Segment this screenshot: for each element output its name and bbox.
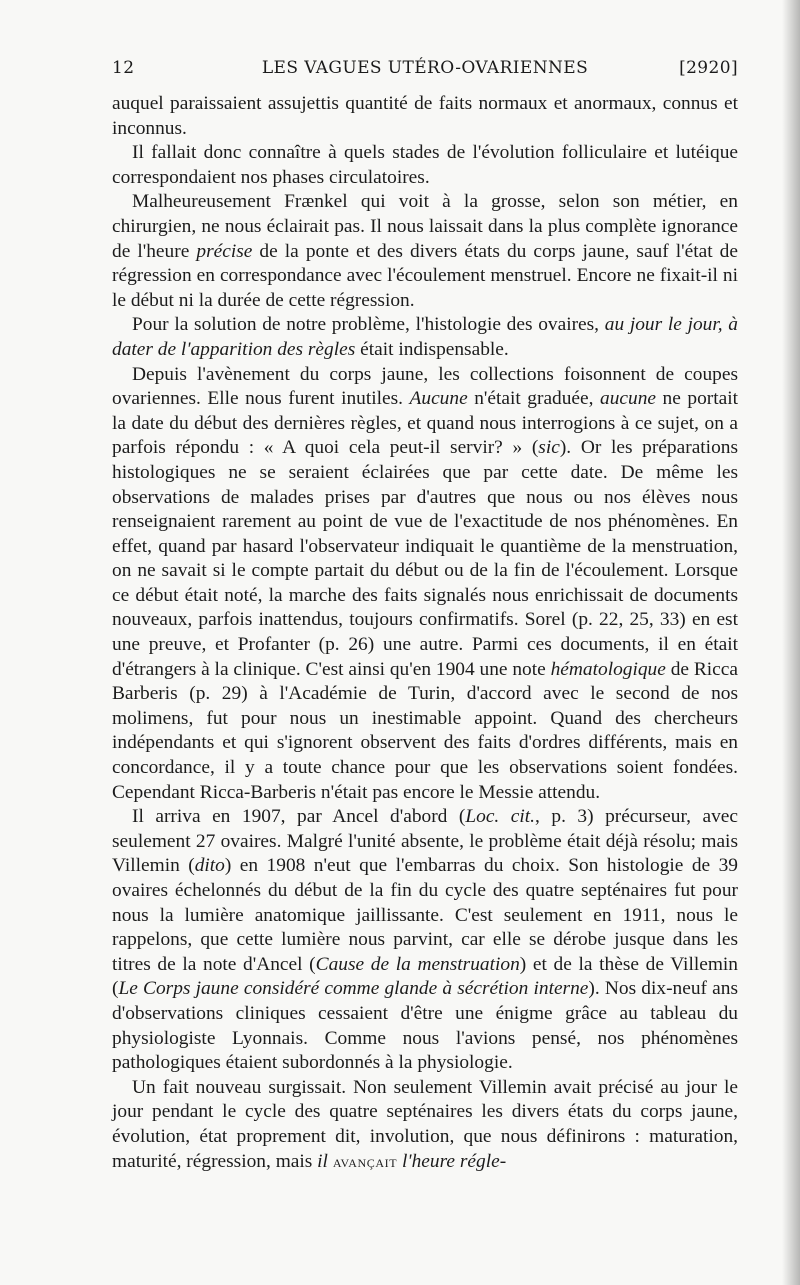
italic-text: Le Corps jaune considéré comme glande à sécrétion interne xyxy=(118,978,589,1000)
italic-text: Cause de la menstruation xyxy=(315,953,520,975)
body-text xyxy=(112,92,738,1174)
running-header xyxy=(112,58,738,86)
italic-text: l'heure régle- xyxy=(402,1150,507,1172)
italic-text: il xyxy=(317,1150,328,1172)
italic-text: au jour le jour, à dater de l'apparition des règles xyxy=(112,314,738,360)
section-reference: [2920] xyxy=(679,58,738,78)
paragraph: auquel paraissaient assujettis quantité de faits normaux et anormaux, connus et inconnus. xyxy=(112,93,738,139)
italic-text: dito xyxy=(194,855,225,877)
small-caps-text: avançait xyxy=(332,1151,398,1171)
italic-text: Aucune xyxy=(409,388,468,410)
page-gutter-shadow xyxy=(782,0,800,1285)
italic-text: précise xyxy=(196,240,253,262)
running-title: LES VAGUES UTÉRO-OVARIENNES xyxy=(261,58,589,78)
paragraph: Depuis l'avènement du corps jaune, les collections foisonnent de coupes ovariennes. Elle nous furent inutiles. Aucune n'était graduée, aucune ne portait la date du début des dernières règles, et quand nous interrogions à ce sujet, on a parfois répondu : « A quoi cela peut-il servir? » (sic). Or les préparations histologiques ne se seraient éclairées que par cette date. De même les observations de malades prises par d'autres que nous ou nos élèves nous renseignaient rarement au point de vue de l'exactitude de nos phénomènes. En effet, quand par hasard l'observateur indiquait le quantième de la menstruation, on ne savait si le compte partait du début ou de la fin de l'écoulement. Lorsque ce début était noté, la marche des faits signalés nous enrichissait de documents nouveaux, parfois inattendus, toujours confirmatifs. Sorel (p. 22, 25, 33) en est une preuve, et Profanter (p. 26) une autre. Parmi ces documents, il en était d'étrangers à la clinique. C'est ainsi qu'en 1904 une note hématologique de Ricca Barberis (p. 29) à l'Académie de Turin, d'accord avec le second de nos molimens, fut pour nous un inestimable appoint. Quand des chercheurs indépendants et qui s'ignorent observent des faits d'ordres différents, mais en concordance, il y a toute chance pour que les observations soient fondées. Cependant Ricca-Barberis n'était pas encore le Messie attendu. xyxy=(112,363,739,803)
italic-text: Loc. cit. xyxy=(465,806,536,828)
page-number: 12 xyxy=(112,58,135,78)
paragraph: Il arriva en 1907, par Ancel d'abord (Loc. cit., p. 3) précurseur, avec seulement 27 ovaires. Malgré l'unité absente, le problème était déjà résolu; mais Villemin (dito) en 1908 n'eut que l'embarras du choix. Son histologie de 39 ovaires échelonnés du début de la fin du cycle des quatre septénaires fut pour nous la lumière anatomique jaillissante. C'est seulement en 1911, nous le rappelons, que cette lumière nous parvint, car elle se dérobe jusque dans les titres de la note d'Ancel (Cause de la menstruation) et de la thèse de Villemin (Le Corps jaune considéré comme glande à sécrétion interne). Nos dix-neuf ans d'observations cliniques cessaient d'être une énigme grâce au tableau du physiologiste Lyonnais. Comme nous l'avions pensé, nos phénomènes pathologiques étaient subordonnés à la physiologie. xyxy=(112,806,739,1074)
paragraph: Il fallait donc connaître à quels stades de l'évolution folliculaire et lutéique correspondaient nos phases circulatoires. xyxy=(112,142,738,188)
paragraph: Un fait nouveau surgissait. Non seulement Villemin avait précisé au jour le jour pendant le cycle des quatre septénaires les divers états du corps jaune, évolution, état proprement dit, involution, que nous définirons : maturation, maturité, régression, mais il avançait l'heure régle- xyxy=(112,1076,738,1172)
italic-text: aucune xyxy=(600,388,657,410)
paragraph: Pour la solution de notre problème, l'histologie des ovaires, au jour le jour, à dater de l'apparition des règles était indispensable. xyxy=(112,314,738,360)
italic-text: sic xyxy=(538,437,560,459)
italic-text: hématologique xyxy=(550,658,666,680)
paragraph: Malheureusement Frænkel qui voit à la grosse, selon son métier, en chirurgien, ne nous éclairait pas. Il nous laissait dans la plus complète ignorance de l'heure précise de la ponte et des divers états du corps jaune, sauf l'état de régression en correspondance avec l'écoulement menstruel. Encore ne fixait-il ni le début ni la durée de cette régression. xyxy=(112,191,738,311)
